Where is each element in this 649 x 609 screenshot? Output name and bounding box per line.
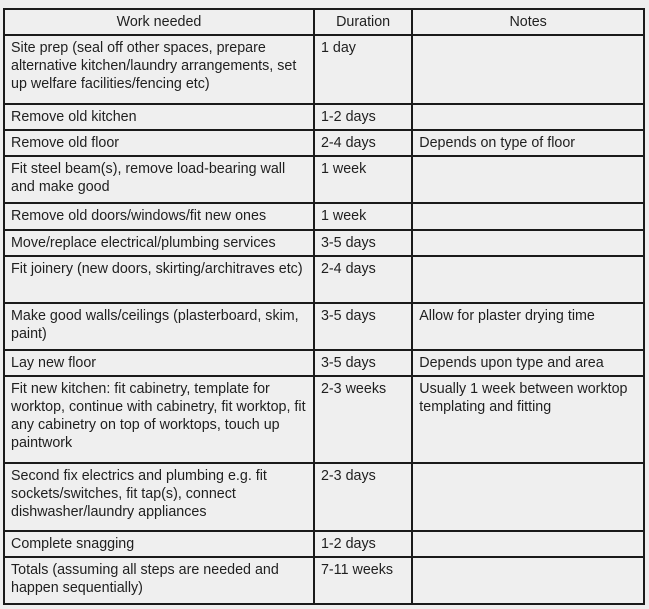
cell-work: Second fix electrics and plumbing e.g. fit sockets/switches, fit tap(s), connect dishwasher/laundry appliances xyxy=(5,464,313,530)
table-row xyxy=(5,304,643,349)
cell-work: Move/replace electrical/plumbing services xyxy=(5,231,313,255)
cell-work: Fit steel beam(s), remove load-bearing wall and make good xyxy=(5,157,313,202)
cell-duration: 7-11 weeks xyxy=(315,558,411,603)
table-row-totals xyxy=(5,558,643,603)
cell-duration: 2-3 weeks xyxy=(315,377,411,462)
table-row xyxy=(5,464,643,530)
cell-work: Remove old kitchen xyxy=(5,105,313,129)
work-schedule-table xyxy=(3,8,645,605)
table-row xyxy=(5,105,643,129)
cell-duration: 1 week xyxy=(315,204,411,228)
cell-work: Complete snagging xyxy=(5,532,313,556)
cell-duration: 1-2 days xyxy=(315,532,411,556)
table-row xyxy=(5,231,643,255)
cell-work: Site prep (seal off other spaces, prepare alternative kitchen/laundry arrangements, set up welfare facilities/fencing etc) xyxy=(5,36,313,103)
cell-notes: Depends upon type and area xyxy=(413,351,643,375)
cell-duration: 3-5 days xyxy=(315,351,411,375)
cell-duration: 1-2 days xyxy=(315,105,411,129)
cell-duration: 2-4 days xyxy=(315,131,411,155)
cell-notes xyxy=(413,532,643,556)
cell-notes xyxy=(413,105,643,129)
cell-work: Remove old doors/windows/fit new ones xyxy=(5,204,313,228)
table-header-row xyxy=(5,10,643,34)
cell-work: Remove old floor xyxy=(5,131,313,155)
cell-notes: Depends on type of floor xyxy=(413,131,643,155)
cell-notes xyxy=(413,558,643,603)
cell-duration: 1 week xyxy=(315,157,411,202)
table-row xyxy=(5,257,643,302)
cell-notes xyxy=(413,36,643,103)
cell-work: Fit new kitchen: fit cabinetry, template for worktop, continue with cabinetry, fit worktop, fit any cabinetry on top of worktops, touch up paintwork xyxy=(5,377,313,462)
table-row xyxy=(5,204,643,228)
cell-work: Totals (assuming all steps are needed and happen sequentially) xyxy=(5,558,313,603)
cell-notes xyxy=(413,231,643,255)
table-row xyxy=(5,36,643,103)
table-row xyxy=(5,377,643,462)
cell-work: Make good walls/ceilings (plasterboard, skim, paint) xyxy=(5,304,313,349)
cell-notes: Allow for plaster drying time xyxy=(413,304,643,349)
header-work-needed: Work needed xyxy=(5,10,313,34)
cell-duration: 2-4 days xyxy=(315,257,411,302)
cell-notes xyxy=(413,257,643,302)
cell-duration: 1 day xyxy=(315,36,411,103)
cell-notes xyxy=(413,157,643,202)
cell-duration: 3-5 days xyxy=(315,231,411,255)
cell-duration: 2-3 days xyxy=(315,464,411,530)
cell-notes: Usually 1 week between worktop templating and fitting xyxy=(413,377,643,462)
header-notes: Notes xyxy=(413,10,643,34)
table-row xyxy=(5,351,643,375)
cell-duration: 3-5 days xyxy=(315,304,411,349)
cell-work: Fit joinery (new doors, skirting/architraves etc) xyxy=(5,257,313,302)
table-row xyxy=(5,157,643,202)
cell-work: Lay new floor xyxy=(5,351,313,375)
table-row xyxy=(5,131,643,155)
table-row xyxy=(5,532,643,556)
cell-notes xyxy=(413,204,643,228)
header-duration: Duration xyxy=(315,10,411,34)
cell-notes xyxy=(413,464,643,530)
